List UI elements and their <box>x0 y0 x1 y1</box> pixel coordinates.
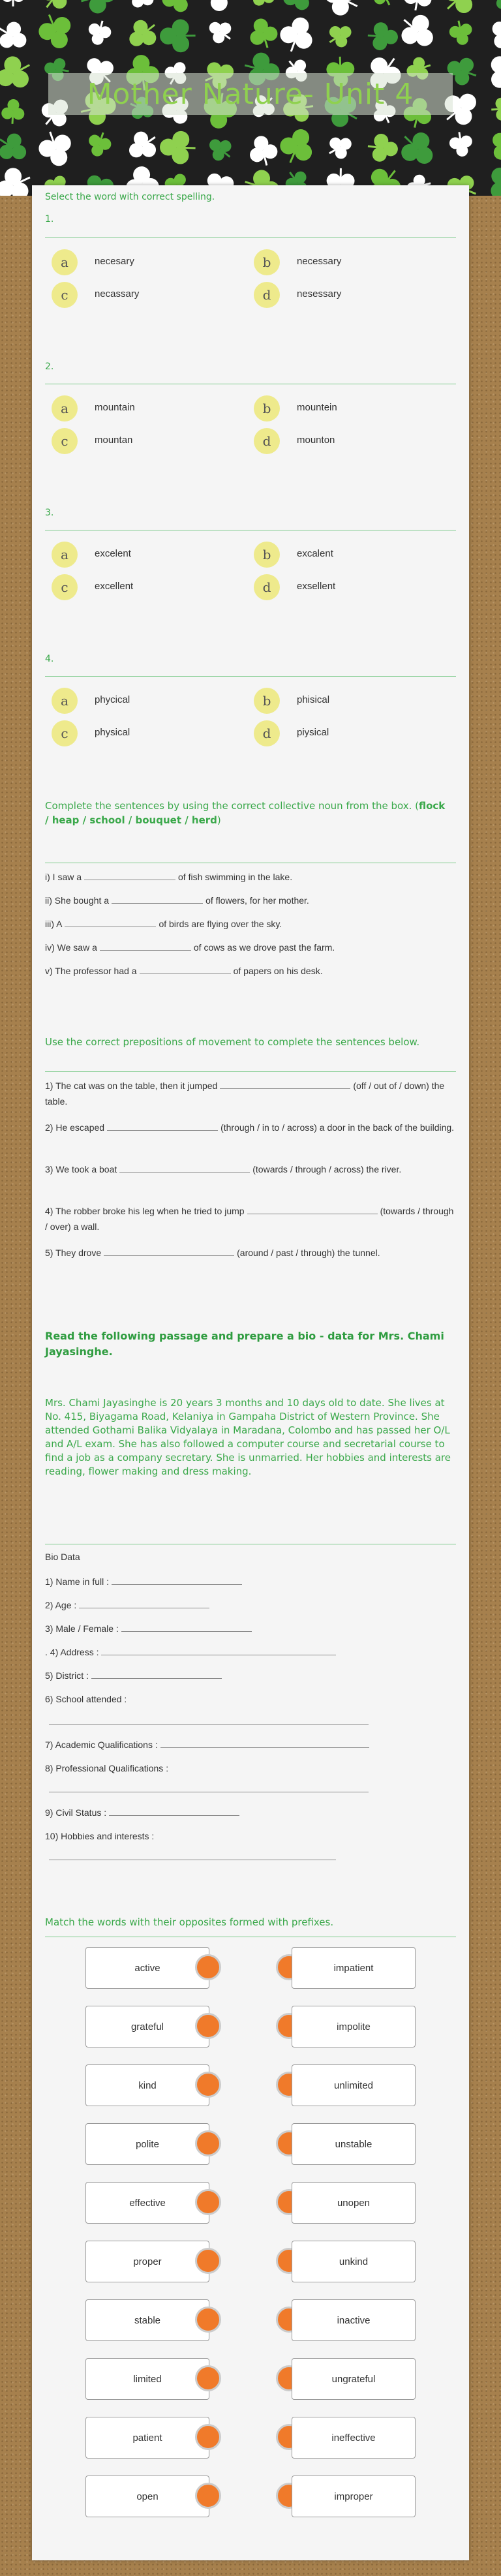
match-left-dot[interactable] <box>195 1954 221 1980</box>
option-text[interactable]: phycical <box>95 694 130 705</box>
shamrock-icon <box>367 22 399 52</box>
sentence-after: of flowers, for her mother. <box>205 895 309 906</box>
bio-field-input[interactable] <box>121 1622 252 1632</box>
bio-form-title: Bio Data <box>45 1552 80 1562</box>
shamrock-icon <box>0 50 37 96</box>
sentence-before: 4) The robber broke his leg when he tried to jump <box>45 1206 245 1216</box>
sentence-before: 1) The cat was on the table, then it jumped <box>45 1081 218 1091</box>
divider <box>45 1071 456 1072</box>
shamrock-icon <box>448 18 475 47</box>
bio-field-label: 6) School attended : <box>45 1694 127 1704</box>
shamrock-icon <box>246 132 281 168</box>
shamrock-icon <box>393 125 442 173</box>
preposition-sentence <box>45 1120 456 1135</box>
shamrock-icon <box>85 18 114 48</box>
shamrock-icon <box>481 161 501 196</box>
match-left-dot[interactable] <box>195 2189 221 2215</box>
answer-blank[interactable] <box>84 870 175 880</box>
option-text[interactable]: mountain <box>95 402 135 413</box>
shamrock-icon <box>448 130 475 159</box>
shamrock-icon <box>122 14 163 54</box>
shamrock-icon <box>202 0 237 12</box>
option-badge-b[interactable]: b <box>254 395 280 422</box>
question-number: 3. <box>45 508 54 518</box>
bio-field-label: . 4) Address : <box>45 1647 99 1657</box>
option-badge-c[interactable]: c <box>52 282 78 308</box>
sentence-after: of cows as we drove past the farm. <box>193 942 335 953</box>
collective-box-words: flock / heap / school / bouquet / herd <box>45 800 446 826</box>
match-left-word[interactable]: open <box>85 2476 209 2517</box>
shamrock-icon <box>393 7 442 55</box>
shamrock-icon <box>35 0 76 16</box>
shamrock-icon <box>318 0 365 21</box>
answer-blank[interactable] <box>112 894 203 904</box>
option-text[interactable]: mounton <box>297 435 335 446</box>
match-left-word[interactable]: kind <box>85 2064 209 2106</box>
option-badge-d[interactable]: d <box>254 428 280 454</box>
bio-field-label: 2) Age : <box>45 1600 77 1610</box>
option-text[interactable]: excalent <box>297 548 333 559</box>
match-left-dot[interactable] <box>195 2072 221 2098</box>
shamrock-icon <box>123 126 163 166</box>
answer-blank[interactable] <box>100 941 191 951</box>
match-left-word[interactable]: patient <box>85 2417 209 2459</box>
shamrock-icon <box>402 0 434 13</box>
preposition-sentence <box>45 1161 456 1177</box>
preposition-sentence <box>45 1245 456 1261</box>
collective-sentence <box>45 893 456 908</box>
option-badge-a[interactable]: a <box>52 395 78 422</box>
answer-blank[interactable] <box>107 1121 218 1131</box>
option-text[interactable]: piysical <box>297 727 329 738</box>
answer-blank[interactable] <box>220 1079 350 1089</box>
bio-field-label: 10) Hobbies and interests : <box>45 1831 155 1841</box>
answer-blank[interactable] <box>104 1246 234 1256</box>
option-badge-c[interactable]: c <box>52 720 78 746</box>
answer-blank[interactable] <box>247 1204 378 1214</box>
shamrock-icon <box>275 12 318 57</box>
spelling-instruction: Select the word with correct spelling. <box>45 192 215 202</box>
shamrock-icon <box>157 0 196 18</box>
option-badge-d[interactable]: d <box>254 282 280 308</box>
option-text[interactable]: phisical <box>297 694 330 705</box>
bio-field-input[interactable] <box>91 1669 222 1679</box>
sentence-before: 3) We took a boat <box>45 1164 117 1174</box>
shamrock-icon <box>0 16 33 56</box>
option-text[interactable]: physical <box>95 727 130 738</box>
shamrock-icon <box>77 0 120 17</box>
match-left-dot[interactable] <box>195 2483 221 2509</box>
shamrock-icon <box>275 123 319 169</box>
match-right-word[interactable]: unlimited <box>292 2064 416 2106</box>
sentence-after: of fish swimming in the lake. <box>178 872 293 882</box>
option-text[interactable]: exsellent <box>297 581 336 592</box>
shamrock-icon <box>160 19 196 53</box>
divider <box>45 676 456 677</box>
match-right-word[interactable]: unkind <box>292 2241 416 2282</box>
option-text[interactable]: necesary <box>95 256 134 267</box>
bio-field <box>45 1805 456 1820</box>
option-text[interactable]: excelent <box>95 548 131 559</box>
match-left-word[interactable]: polite <box>85 2123 209 2165</box>
bio-field-label: 9) Civil Status : <box>45 1807 107 1818</box>
option-badge-a[interactable]: a <box>52 542 78 568</box>
option-text[interactable]: necessary <box>297 256 342 267</box>
match-right-word[interactable]: impolite <box>292 2006 416 2047</box>
option-badge-c[interactable]: c <box>52 574 78 600</box>
collective-instruction <box>45 799 449 827</box>
shamrock-icon <box>1 99 25 125</box>
shamrock-icon <box>0 128 33 168</box>
bio-passage: Mrs. Chami Jayasinghe is 20 years 3 months and 10 days old to date. She lives at No. 415, Biyagama Road, Kelaniya in Gampaha District of Western Province. She attended Gothami Balika Vidyalaya in Maradana, Colombo and has passed her O/L and A/L exam. She has also followed a computer course and secretarial course to find a job as a company secretary. She is unmarried. Her hobbies and interests are reading, flower making and dress making. <box>45 1397 451 1477</box>
shamrock-icon <box>35 127 78 171</box>
option-text[interactable]: mountan <box>95 435 133 446</box>
bio-field <box>45 1621 456 1636</box>
collective-sentence <box>45 963 456 979</box>
bio-field <box>45 1597 456 1613</box>
option-badge-c[interactable]: c <box>52 428 78 454</box>
sentence-after: of papers on his desk. <box>233 966 323 976</box>
sentence-after: (through / in to / across) a door in the back of the building. <box>220 1122 455 1133</box>
shamrock-icon <box>368 0 399 10</box>
shamrock-icon <box>1 0 24 7</box>
option-text[interactable]: necassary <box>95 288 140 299</box>
match-right-word[interactable]: unstable <box>292 2123 416 2165</box>
collective-sentence <box>45 869 456 885</box>
shamrock-icon <box>490 0 501 10</box>
prepositions-instruction: Use the correct prepositions of movement to complete the sentences below. <box>45 1036 420 1048</box>
bio-heading: Read the following passage and prepare a bio - data for Mrs. Chami Jayasinghe. <box>45 1330 444 1358</box>
bio-field-label: 5) District : <box>45 1670 89 1681</box>
bio-field-input[interactable] <box>109 1806 239 1816</box>
bio-field-label: 1) Name in full : <box>45 1576 110 1587</box>
match-left-dot[interactable] <box>195 2130 221 2156</box>
match-left-word[interactable]: limited <box>85 2358 209 2400</box>
option-text[interactable]: nesessary <box>297 288 342 299</box>
shamrock-icon <box>436 0 485 21</box>
shamrock-icon <box>491 97 501 121</box>
preposition-sentence <box>45 1203 456 1234</box>
option-text[interactable]: excellent <box>95 581 134 592</box>
sentence-before: 5) They drove <box>45 1248 102 1258</box>
shamrock-icon <box>485 14 501 54</box>
bio-field-label: 7) Academic Qualifications : <box>45 1740 158 1750</box>
bio-field <box>45 1644 456 1660</box>
answer-blank[interactable] <box>119 1163 250 1173</box>
match-left-word[interactable]: active <box>85 1947 209 1989</box>
answer-blank[interactable] <box>65 917 156 927</box>
question-number: 1. <box>45 214 54 224</box>
option-badge-a[interactable]: a <box>52 688 78 714</box>
bio-field-label: 3) Male / Female : <box>45 1623 119 1634</box>
shamrock-icon <box>366 132 399 164</box>
option-badge-d[interactable]: d <box>254 574 280 600</box>
match-left-dot[interactable] <box>195 2424 221 2450</box>
option-badge-b[interactable]: b <box>254 688 280 714</box>
match-left-dot[interactable] <box>195 2013 221 2039</box>
bio-field-input[interactable] <box>160 1738 369 1748</box>
page-title: Mother Nature- Unit 4 <box>87 77 414 111</box>
option-badge-d[interactable]: d <box>254 720 280 746</box>
bio-field <box>45 1737 456 1753</box>
bio-field <box>45 1691 456 1707</box>
collective-sentence <box>45 940 456 955</box>
shamrock-icon <box>481 48 501 97</box>
shamrock-icon <box>159 130 196 165</box>
shamrock-icon <box>324 131 356 163</box>
worksheet-paper <box>32 185 469 2560</box>
option-badge-b[interactable]: b <box>254 249 280 275</box>
match-right-word[interactable]: inactive <box>292 2299 416 2341</box>
option-badge-b[interactable]: b <box>254 542 280 568</box>
collective-instruction-end: ) <box>217 814 221 826</box>
title-bar <box>48 73 453 115</box>
bio-field <box>45 1668 456 1683</box>
shamrock-icon <box>85 129 114 160</box>
sentence-after: of birds are flying over the sky. <box>159 919 282 929</box>
bio-field-input[interactable] <box>101 1646 336 1655</box>
match-left-word[interactable]: stable <box>85 2299 209 2341</box>
shamrock-icon <box>126 0 157 12</box>
shamrock-icon <box>204 132 237 166</box>
shamrock-icon <box>204 15 237 48</box>
sentence-before: iv) We saw a <box>45 942 97 953</box>
preposition-sentence <box>45 1078 456 1109</box>
bio-field <box>45 1760 456 1776</box>
match-right-word[interactable]: ungrateful <box>292 2358 416 2400</box>
shamrock-icon <box>485 126 501 166</box>
match-left-dot[interactable] <box>195 2248 221 2274</box>
shamrock-icon <box>34 8 78 54</box>
sentence-after: (off / out of / down) the table. <box>45 1081 445 1107</box>
match-left-word[interactable]: effective <box>85 2182 209 2224</box>
match-right-word[interactable]: unopen <box>292 2182 416 2224</box>
sentence-after: (towards / through / over) a wall. <box>45 1206 454 1232</box>
shamrock-icon <box>247 0 280 12</box>
sentence-after: (towards / through / across) the river. <box>252 1164 402 1174</box>
bio-field-input[interactable] <box>112 1575 242 1585</box>
shamrock-icon <box>281 0 316 13</box>
match-left-dot[interactable] <box>195 2365 221 2391</box>
bio-field <box>45 1574 456 1589</box>
shamrock-icon <box>245 15 281 52</box>
header-banner <box>0 0 501 196</box>
match-left-word[interactable]: grateful <box>85 2006 209 2047</box>
bio-field-input[interactable] <box>49 1724 369 1725</box>
collective-sentence <box>45 916 456 932</box>
match-right-word[interactable]: impatient <box>292 1947 416 1989</box>
sentence-before: iii) A <box>45 919 63 929</box>
option-text[interactable]: mountein <box>297 402 337 413</box>
shamrock-icon <box>324 19 357 52</box>
bio-field-label: 8) Professional Qualifications : <box>45 1763 169 1773</box>
match-right-word[interactable]: improper <box>292 2476 416 2517</box>
matching-instruction: Match the words with their opposites formed with prefixes. <box>45 1916 334 1928</box>
collective-instruction-text: Complete the sentences by using the correct collective noun from the box. ( <box>45 800 419 812</box>
answer-blank[interactable] <box>140 964 231 974</box>
bio-field-input[interactable] <box>79 1599 209 1608</box>
option-badge-a[interactable]: a <box>52 249 78 275</box>
question-number: 2. <box>45 361 54 372</box>
match-right-word[interactable]: ineffective <box>292 2417 416 2459</box>
sentence-before: 2) He escaped <box>45 1122 105 1133</box>
match-left-dot[interactable] <box>195 2307 221 2333</box>
match-left-word[interactable]: proper <box>85 2241 209 2282</box>
bio-field <box>45 1828 456 1844</box>
sentence-before: ii) She bought a <box>45 895 110 906</box>
sentence-before: v) The professor had a <box>45 966 137 976</box>
question-number: 4. <box>45 654 54 664</box>
sentence-after: (around / past / through) the tunnel. <box>237 1248 380 1258</box>
sentence-before: i) I saw a <box>45 872 82 882</box>
